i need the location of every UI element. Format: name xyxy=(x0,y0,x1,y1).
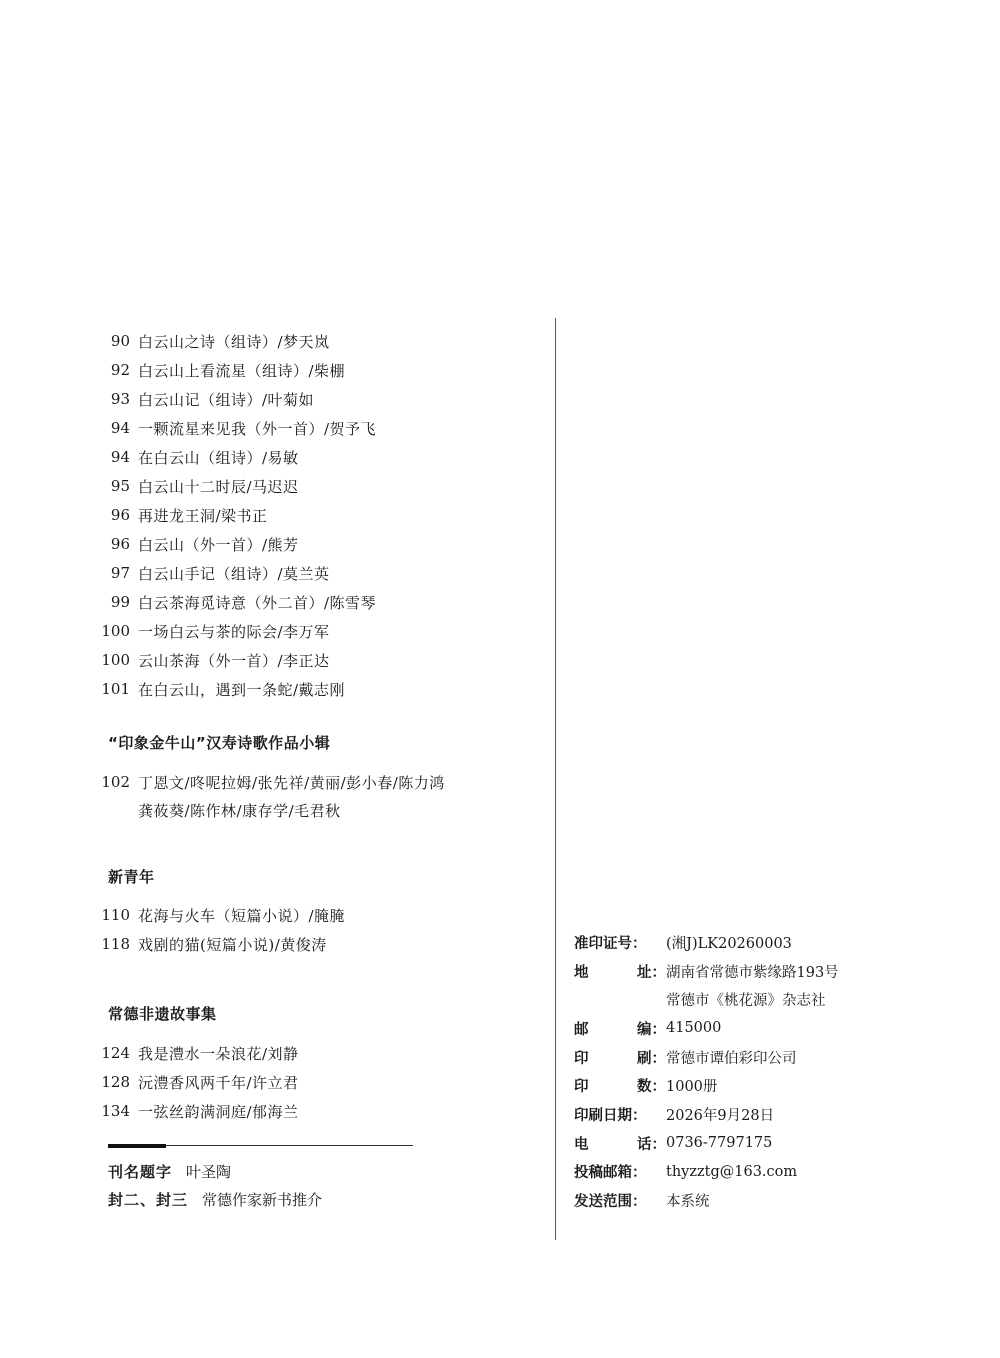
colophon-label xyxy=(574,1161,666,1182)
colophon-scope xyxy=(574,1186,984,1215)
page-number: 95 xyxy=(110,477,130,495)
colophon xyxy=(574,928,984,1215)
entry-title: 白云山记（组诗）/叶菊如 xyxy=(138,390,315,409)
entry-title: 白云山之诗（组诗）/梦天岚 xyxy=(138,332,330,351)
page-number: 102 xyxy=(101,773,130,791)
toc-entry xyxy=(100,327,330,355)
page-number: 90 xyxy=(110,332,130,350)
colophon-postcode xyxy=(574,1014,984,1043)
entry-continuation: 龚莜葵/陈作林/康存学/毛君秋 xyxy=(138,801,341,820)
credit-label: 封二、封三 xyxy=(108,1190,189,1209)
label-text: 刷： xyxy=(637,1050,666,1067)
page-number: 100 xyxy=(101,651,130,669)
page-number: 100 xyxy=(101,622,130,640)
page-number: 101 xyxy=(101,680,130,698)
credit-label: 刊名题字 xyxy=(108,1162,173,1181)
toc-entry xyxy=(100,646,330,674)
page-number: 134 xyxy=(101,1102,130,1120)
colophon-printer xyxy=(574,1043,984,1072)
section-heading: 新青年 xyxy=(108,868,155,886)
colophon-value: 常德市《桃花源》杂志社 xyxy=(666,993,826,1010)
toc-entry xyxy=(100,1039,299,1067)
title-calligraphy-credit xyxy=(108,1158,231,1184)
colophon-address-cont xyxy=(574,985,984,1014)
label-text: 投稿邮箱： xyxy=(574,1165,647,1182)
entry-title: 在白云山（组诗）/易敏 xyxy=(138,448,299,467)
page-number: 97 xyxy=(110,564,130,582)
label-text: 编： xyxy=(637,1021,666,1038)
colophon-label xyxy=(574,1104,666,1125)
page-number: 92 xyxy=(110,361,130,379)
toc-entry xyxy=(100,501,268,529)
toc-entry xyxy=(100,768,445,796)
colophon-value: 常德市谭伯彩印公司 xyxy=(666,1050,797,1067)
page-number: 118 xyxy=(101,935,130,953)
page-number: 96 xyxy=(110,506,130,524)
toc-entry xyxy=(100,530,299,558)
credit-value: 叶圣陶 xyxy=(186,1162,232,1181)
page-number: 99 xyxy=(110,593,130,611)
entry-title: 花海与火车（短篇小说）/腌腌 xyxy=(138,906,346,925)
colophon-label xyxy=(574,1133,666,1154)
column-divider xyxy=(555,318,556,1240)
toc-entry xyxy=(100,1097,299,1125)
page-number: 110 xyxy=(101,906,130,924)
footer-rule-accent xyxy=(108,1144,166,1148)
colophon-permit xyxy=(574,928,984,957)
label-text: 地 xyxy=(574,964,589,981)
covers-credit xyxy=(108,1186,322,1212)
toc-entry xyxy=(100,472,299,500)
colophon-print-date xyxy=(574,1100,984,1129)
entry-title: 沅澧香风两千年/许立君 xyxy=(138,1073,299,1092)
toc-entry xyxy=(100,559,330,587)
entry-title: 丁恩文/咚呢拉姆/张先祥/黄丽/彭小春/陈力鸿 xyxy=(138,773,445,792)
colophon-phone xyxy=(574,1129,984,1158)
colophon-label xyxy=(574,932,666,953)
colophon-value: 本系统 xyxy=(666,1194,710,1211)
label-text: 数： xyxy=(637,1079,666,1096)
entry-title: 一颗流星来见我（外一首）/贺予飞 xyxy=(138,419,377,438)
page-number: 96 xyxy=(110,535,130,553)
toc-entry xyxy=(100,356,345,384)
toc-entry xyxy=(100,443,299,471)
entry-title: 在白云山，遇到一条蛇/戴志刚 xyxy=(138,680,346,699)
label-text: 邮 xyxy=(574,1021,589,1038)
label-text: 址： xyxy=(637,964,666,981)
colophon-value: thyzztg@163.com xyxy=(666,1163,798,1180)
colophon-address xyxy=(574,957,984,986)
colophon-label xyxy=(574,1190,666,1211)
colophon-email xyxy=(574,1158,984,1187)
label-text: 发送范围： xyxy=(574,1194,647,1211)
toc-entry xyxy=(100,901,345,929)
section-heading: “印象金牛山”汉寿诗歌作品小辑 xyxy=(108,734,331,752)
entry-title: 白云山上看流星（组诗）/柴棚 xyxy=(138,361,346,380)
colophon-value: 湖南省常德市紫缘路193号 xyxy=(666,964,839,981)
toc-entry xyxy=(100,675,345,703)
label-text: 话： xyxy=(637,1136,666,1153)
label-text: 印 xyxy=(574,1050,589,1067)
colophon-value: 415000 xyxy=(666,1020,722,1037)
colophon-print-count xyxy=(574,1071,984,1100)
toc-entry xyxy=(100,617,330,645)
label-text: 准印证号： xyxy=(574,935,647,952)
credit-value: 常德作家新书推介 xyxy=(202,1190,323,1209)
entry-title: 再进龙王洞/梁书正 xyxy=(138,506,268,525)
toc-entry xyxy=(100,588,376,616)
colophon-label xyxy=(574,1047,666,1068)
colophon-value: 2026年9月28日 xyxy=(666,1107,775,1124)
entry-title: 我是澧水一朵浪花/刘静 xyxy=(138,1044,299,1063)
colophon-value: 0736-7797175 xyxy=(666,1135,773,1152)
toc-entry xyxy=(100,414,376,442)
entry-title: 白云山手记（组诗）/莫兰英 xyxy=(138,564,330,583)
page-number: 94 xyxy=(110,419,130,437)
label-text: 印 xyxy=(574,1079,589,1096)
page-number: 94 xyxy=(110,448,130,466)
page-number: 124 xyxy=(101,1044,130,1062)
colophon-value: 1000册 xyxy=(666,1079,718,1096)
page-number: 93 xyxy=(110,390,130,408)
toc-entry xyxy=(100,930,327,958)
entry-title: 云山茶海（外一首）/李正达 xyxy=(138,651,330,670)
entry-title: 一场白云与茶的际会/李万军 xyxy=(138,622,330,641)
entry-title: 一弦丝韵满洞庭/郁海兰 xyxy=(138,1102,299,1121)
colophon-label xyxy=(574,1075,666,1096)
colophon-label xyxy=(574,1018,666,1039)
page-number: 128 xyxy=(101,1073,130,1091)
label-text: 电 xyxy=(574,1136,589,1153)
toc-entry xyxy=(100,1068,299,1096)
toc-entry xyxy=(100,385,314,413)
colophon-label xyxy=(574,961,666,982)
entry-title: 白云山十二时辰/马迟迟 xyxy=(138,477,299,496)
entry-title: 白云山（外一首）/熊芳 xyxy=(138,535,299,554)
entry-title: 白云茶海觅诗意（外二首）/陈雪琴 xyxy=(138,593,377,612)
entry-title: 戏剧的猫(短篇小说)/黄俊涛 xyxy=(138,935,327,954)
colophon-value: (湘J)LK20260003 xyxy=(666,935,792,952)
section-heading: 常德非遗故事集 xyxy=(108,1005,217,1023)
label-text: 印刷日期： xyxy=(574,1107,647,1124)
